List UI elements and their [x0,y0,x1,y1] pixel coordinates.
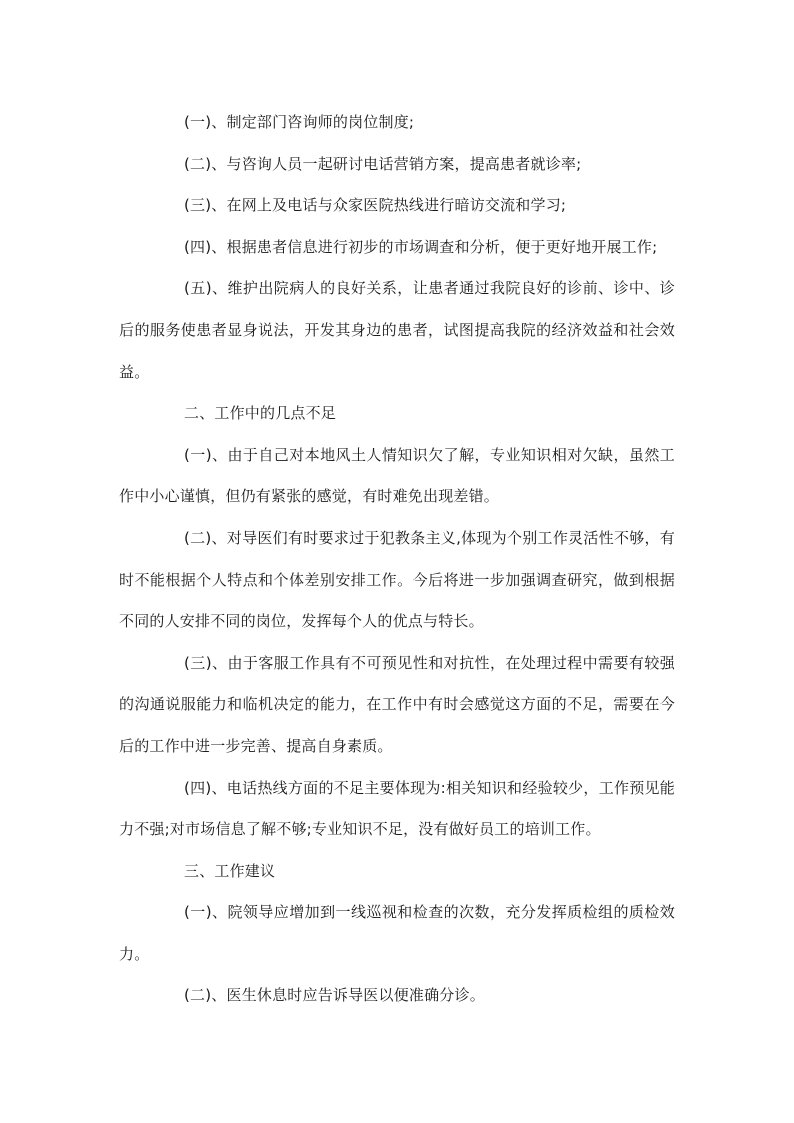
paragraph-shortcoming-1: (一)、由于自己对本地风土人情知识欠了解，专业知识相对欠缺，虽然工作中小心谨慎，但仍有紧张的感觉，有时难免出现差错。 [119,445,675,506]
paragraph-shortcoming-3: (三)、由于客服工作具有不可预见性和对抗性，在处理过程中需要有较强的沟通说服能力和临机决定的能力，在工作中有时会感觉这方面的不足，需要在今后的工作中进一步完善、提高自身素质。 [119,653,675,755]
paragraph-duty-2: (二)、与咨询人员一起研讨电话营销方案，提高患者就诊率; [184,154,582,173]
paragraph-shortcoming-2: (二)、对导医们有时要求过于犯教条主义,体现为个别工作灵活性不够，有时不能根据个人特点和个体差别安排工作。今后将进一步加强调查研究，做到根据不同的人安排不同的岗位，发挥每个人的优点与特长。 [119,528,675,631]
paragraph-duty-1: (一)、制定部门咨询师的岗位制度; [184,113,415,131]
paragraph-duty-3: (三)、在网上及电话与众家医院热线进行暗访交流和学习; [184,196,567,215]
section-heading-shortcomings: 二、工作中的几点不足 [184,404,337,423]
section-heading-suggestions: 三、工作建议 [184,861,276,880]
paragraph-duty-5: (五)、维护出院病人的良好关系，让患者通过我院良好的诊前、诊中、诊后的服务使患者显身说法，开发其身边的患者，试图提高我院的经济效益和社会效益。 [119,279,675,381]
paragraph-suggestion-2: (二)、医生休息时应告诉导医以便准确分诊。 [184,986,485,1005]
paragraph-suggestion-1: (一)、院领导应增加到一线巡视和检查的次数，充分发挥质检组的质检效力。 [119,903,675,963]
document-body [119,102,675,1017]
paragraph-shortcoming-4: (四)、电话热线方面的不足主要体现为:相关知识和经验较少，工作预见能力不强;对市场信息了解不够;专业知识不足，没有做好员工的培训工作。 [119,778,675,839]
paragraph-duty-4: (四)、根据患者信息进行初步的市场调查和分析，便于更好地开展工作; [184,237,658,256]
